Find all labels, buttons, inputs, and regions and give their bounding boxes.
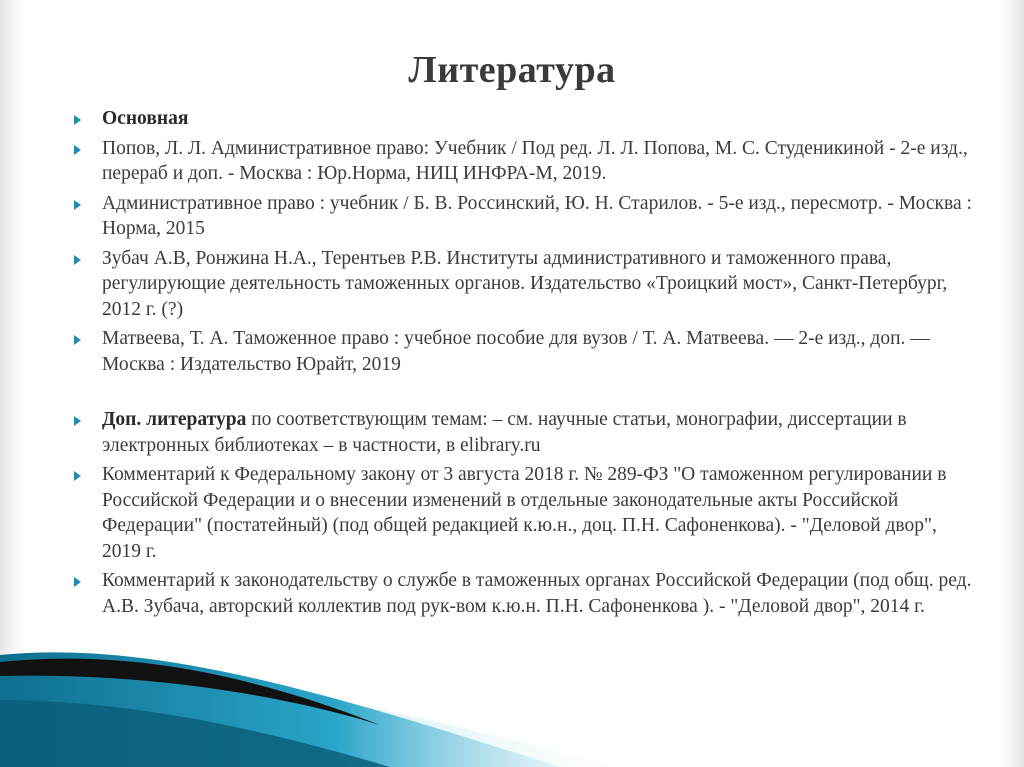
list-item — [72, 136, 972, 187]
list-item — [72, 191, 972, 242]
bullet-arrow-icon — [74, 145, 81, 155]
bullet-arrow-icon — [74, 471, 81, 481]
list-item — [72, 106, 972, 132]
list-item — [72, 462, 972, 564]
wave-black-stripe — [0, 659, 380, 725]
list-item — [72, 326, 972, 377]
list-item — [72, 407, 972, 458]
list-item — [72, 568, 972, 619]
bullet-arrow-icon — [74, 335, 81, 345]
item-text: Попов, Л. Л. Административное право: Учебник / Под ред. Л. Л. Попова, М. С. Студеникиной - 2-е изд., перераб и доп. - Москва : Юр.Норма, НИЦ ИНФРА-М, 2019. — [102, 137, 968, 184]
item-bold-text: Доп. литература — [102, 409, 247, 430]
bullet-arrow-icon — [74, 255, 81, 265]
wave-dark-stripe — [0, 700, 390, 767]
list-item — [72, 246, 972, 323]
bullet-arrow-icon — [74, 115, 81, 125]
item-text: по соответствующим темам: – см. научные статьи, монографии, диссертации в электронных библиотеках – в частности, в elibrary.ru — [102, 409, 907, 456]
item-text: Комментарий к законодательству о службе в таможенных органах Российской Федерации (под общ. ред. А.В. Зубача, авторский коллектив под рук-вом к.ю.н. П.Н. Сафоненкова ). - "Деловой двор", 2014 г. — [102, 570, 972, 617]
slide-frame-right — [1002, 0, 1024, 767]
reference-list — [72, 106, 972, 623]
wave-blue-stripe — [0, 652, 560, 767]
item-bold-text: Основная — [102, 108, 189, 129]
bullet-arrow-icon — [74, 416, 81, 426]
bullet-arrow-icon — [74, 577, 81, 587]
item-text: Административное право : учебник / Б. В. Россинский, Ю. Н. Старилов. - 5-е изд., пересмотр. - Москва : Норма, 2015 — [102, 192, 972, 239]
wave-light-stripe — [0, 684, 620, 767]
slide-frame-left — [0, 0, 22, 767]
item-text: Матвеева, Т. А. Таможенное право : учебное пособие для вузов / Т. А. Матвеева. — 2-е изд., доп. — Москва : Издательство Юрайт, 2019 — [102, 328, 930, 375]
bullet-arrow-icon — [74, 200, 81, 210]
slide-title: Литература — [408, 49, 616, 91]
item-text: Зубач А.В, Ронжина Н.А., Терентьев Р.В. Институты административного и таможенного права, регулирующие деятельность таможенных органов. Издательство «Троицкий мост», Санкт-Петербург, 2012 г. (?) — [102, 247, 948, 320]
item-text: Комментарий к Федеральному закону от 3 августа 2018 г. № 289-ФЗ "О таможенном регулировании в Российской Федерации и о внесении изменений в отдельные законодательные акты Российской Федерации" (постатейный) (под общей редакцией к.ю.н., доц. П.Н. Сафоненкова). - "Деловой двор", 2019 г. — [102, 464, 947, 562]
